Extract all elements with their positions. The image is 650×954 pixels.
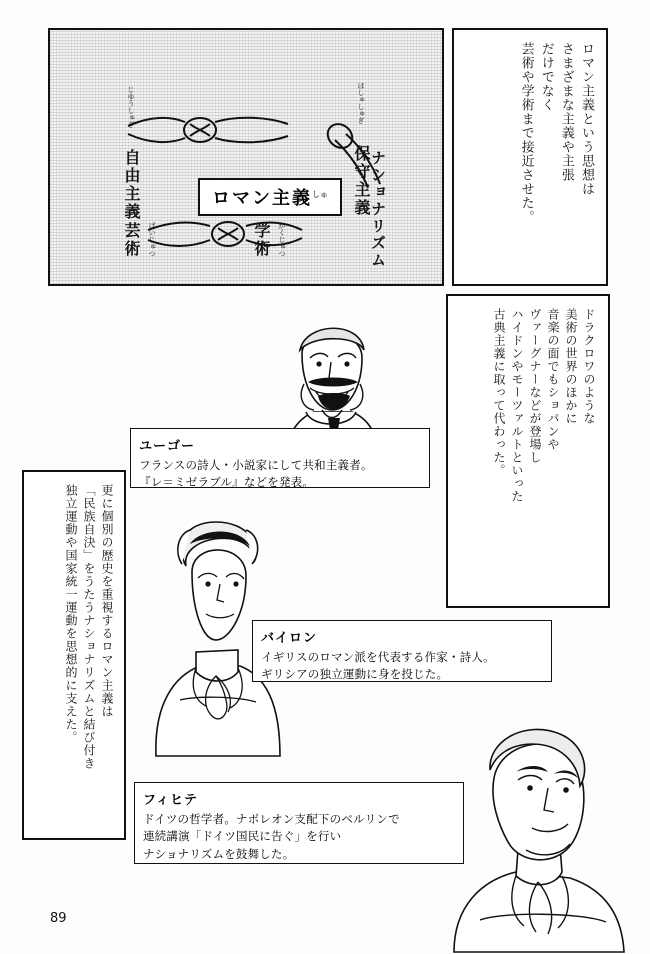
narration-top-right-text: [515, 42, 596, 274]
narration-line: 更に個別の歴史を重視するロマン主義は: [100, 484, 114, 718]
narration-left-text: [62, 484, 116, 830]
caption-line: フランスの詩人・小説家にして共和主義者。: [139, 458, 373, 472]
narration-line: 古典主義に取って代わった。: [492, 308, 506, 477]
label-geijutsu: 芸術: [122, 222, 141, 258]
page-number: 89: [50, 911, 67, 926]
narration-line: ロマン主義という思想は: [579, 42, 594, 196]
diagram-inner: [50, 30, 442, 284]
narration-panel-right-middle: [446, 294, 610, 608]
caption-line: ナショナリズムを鼓舞した。: [143, 846, 295, 861]
caption-byron: [252, 620, 552, 682]
caption-line: ギリシアの独立運動に身を投じた。: [261, 667, 449, 682]
ruby-gakujutsu: がくじゅつ: [278, 222, 286, 257]
narration-line: さまざまな主義や主張: [558, 42, 574, 182]
narration-panel-left: [22, 470, 126, 840]
narration-line: ヴァーグナーなどが登場し: [528, 308, 542, 464]
center-ruby: しゅ: [312, 190, 328, 199]
narration-line: ドラクロワのような: [582, 308, 596, 425]
label-nationalism: ナショナリズム: [369, 150, 387, 269]
caption-fichte: [134, 782, 464, 864]
narration-panel-top-right: [452, 28, 608, 286]
label-hoshu: 保守主義: [352, 145, 371, 217]
narration-line: 美術の世界のほかに: [564, 308, 578, 425]
diagram-node-gakujutsu: [250, 222, 292, 284]
caption-line: 連続講演「ドイツ国民に告ぐ」を行い: [143, 829, 342, 844]
diagram-node-jiyu: [120, 86, 143, 221]
ruby-jiyu: じゆうしゅぎ: [127, 86, 135, 128]
diagram-node-geijutsu: [120, 222, 162, 284]
caption-name-fichte: フィヒテ: [143, 793, 198, 808]
caption-name-byron: バイロン: [261, 631, 318, 646]
label-gakujutsu: 学術: [252, 222, 271, 258]
concept-diagram-panel: [48, 28, 444, 286]
ruby-geijutsu: げいじゅつ: [148, 222, 156, 257]
narration-line: ハイドンやモーツァルトといった: [510, 308, 524, 503]
label-jiyu: 自由主義: [122, 149, 141, 221]
narration-line: 芸術や学術まで接近させた。: [518, 42, 534, 224]
narration-line: 音楽の面でもショパンや: [546, 308, 560, 451]
diagram-node-nationalism: [368, 150, 389, 269]
caption-name-hugo: ユーゴー: [139, 439, 196, 454]
caption-line: ドイツの哲学者。ナポレオン支配下のベルリンで: [143, 812, 400, 826]
narration-line: 独立運動や国家統一運動を思想的に支えた。: [64, 484, 78, 744]
center-label: ロマン主義: [212, 188, 312, 209]
caption-line: イギリスのロマン派を代表する作家・詩人。: [261, 650, 495, 664]
caption-hugo: [130, 428, 430, 488]
caption-line: 『レ＝ミゼラブル』などを発表。: [139, 475, 315, 490]
narration-line: だけでなく: [538, 42, 554, 112]
diagram-center-romanticism: [198, 178, 342, 216]
ruby-hoshu: ほしゅしゅぎ: [357, 82, 365, 124]
narration-right-middle-text: [490, 308, 598, 598]
narration-line: 「民族自決」をうたうナショナリズムと結び付き: [82, 484, 96, 770]
